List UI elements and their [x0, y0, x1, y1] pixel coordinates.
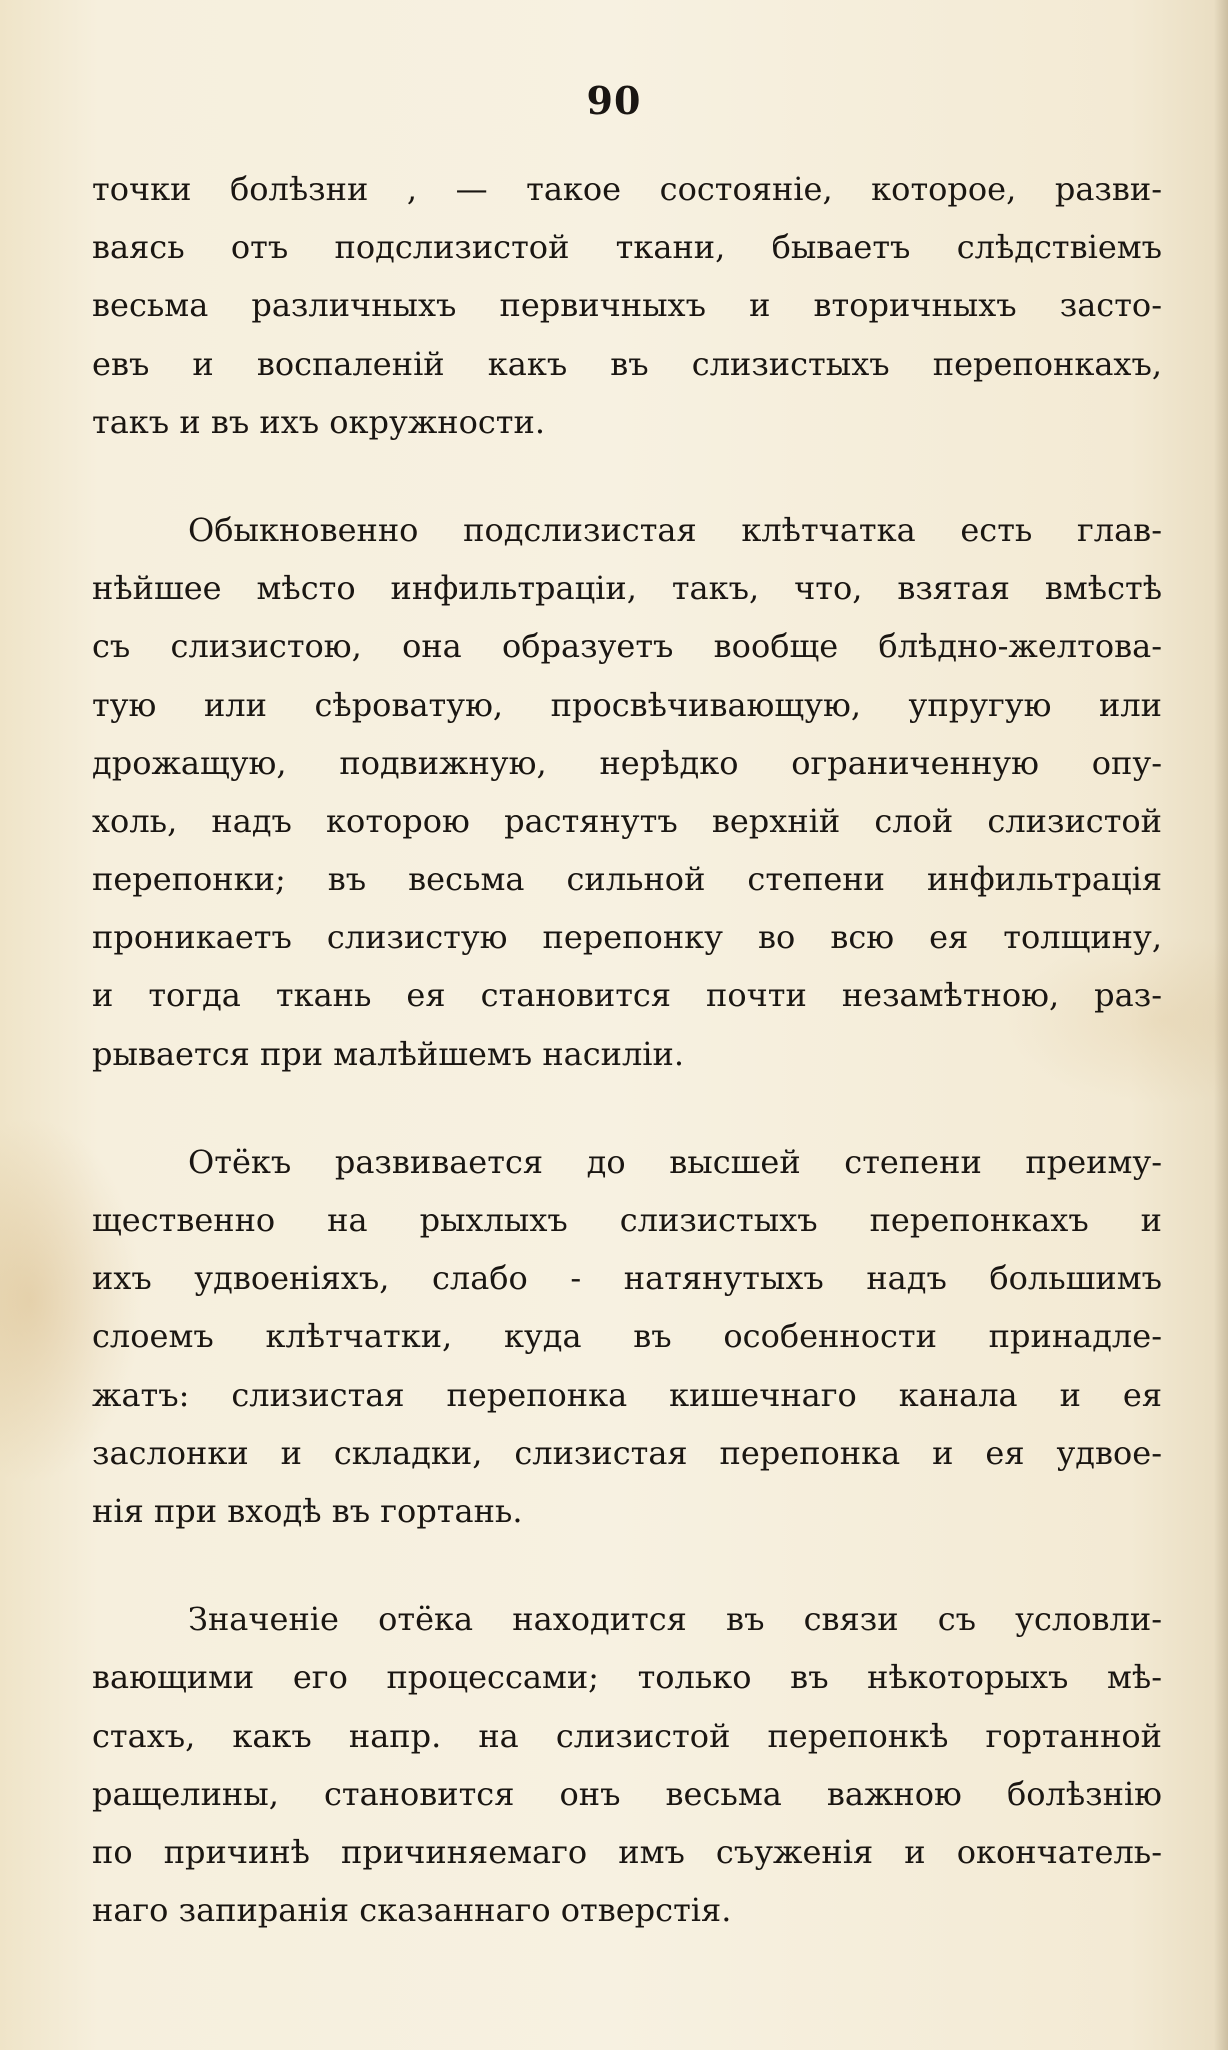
text-line: жатъ: слизистая перепонка кишечнаго канала и ея — [92, 1375, 1162, 1414]
text-line: тую или сѣроватую, просвѣчивающую, упругую или — [92, 685, 1162, 724]
text-line: дрожащую, подвижную, нерѣдко ограниченную опу- — [92, 743, 1162, 782]
paragraph-2 — [92, 501, 1162, 1083]
text-line: съ слизистою, она образуетъ вообще блѣдно-желтова- — [92, 627, 1162, 666]
text-line: Значеніе отёка находится въ связи съ условли- — [188, 1600, 1162, 1639]
text-line: и тогда ткань ея становится почти незамѣтною, раз- — [92, 976, 1162, 1015]
text-line: по причинѣ причиняемаго имъ съуженія и окончатель- — [92, 1832, 1162, 1871]
text-line: ращелины, становится онъ весьма важною болѣзнію — [92, 1774, 1162, 1813]
text-line: перепонки; въ весьма сильной степени инфильтрація — [92, 860, 1162, 899]
paragraph-1 — [92, 160, 1162, 451]
text-line: нія при входѣ въ гортань. — [92, 1491, 523, 1530]
text-line: Отёкъ развивается до высшей степени преиму- — [188, 1142, 1162, 1181]
paragraph-4 — [92, 1590, 1162, 1939]
text-line: проникаетъ слизистую перепонку во всю ея толщину, — [92, 918, 1162, 957]
text-line: весьма различныхъ первичныхъ и вторичныхъ засто- — [92, 286, 1162, 325]
page-number: 90 — [586, 78, 642, 123]
text-line: рывается при малѣйшемъ насиліи. — [92, 1034, 685, 1073]
text-line: евъ и воспаленій какъ въ слизистыхъ перепонкахъ, — [92, 344, 1162, 383]
text-line: щественно на рыхлыхъ слизистыхъ перепонкахъ и — [92, 1201, 1162, 1239]
text-line: холь, надъ которою растянутъ верхній слой слизистой — [92, 801, 1162, 840]
text-line: такъ и въ ихъ окружности. — [92, 402, 545, 441]
text-line: точки болѣзни , — такое состояніе, которое, разви- — [92, 170, 1162, 208]
text-line: вающими его процессами; только въ нѣкоторыхъ мѣ- — [92, 1658, 1162, 1697]
text-line: стахъ, какъ напр. на слизистой перепонкѣ гортанной — [92, 1716, 1162, 1755]
text-line: нѣйшее мѣсто инфильтраціи, такъ, что, взятая вмѣстѣ — [92, 569, 1162, 608]
body-text — [92, 160, 1162, 1989]
page-edge-shadow — [1214, 0, 1228, 2050]
text-line: ихъ удвоеніяхъ, слабо - натянутыхъ надъ большимъ — [92, 1259, 1162, 1298]
text-line: ваясь отъ подслизистой ткани, бываетъ слѣдствіемъ — [92, 228, 1162, 267]
paragraph-3 — [92, 1133, 1162, 1540]
text-line: заслонки и складки, слизистая перепонка и ея удвое- — [92, 1433, 1162, 1472]
text-line: слоемъ клѣтчатки, куда въ особенности принадле- — [92, 1317, 1162, 1356]
text-line: Обыкновенно подслизистая клѣтчатка есть глав- — [188, 510, 1162, 549]
text-line: наго запиранія сказаннаго отверстія. — [92, 1891, 732, 1930]
